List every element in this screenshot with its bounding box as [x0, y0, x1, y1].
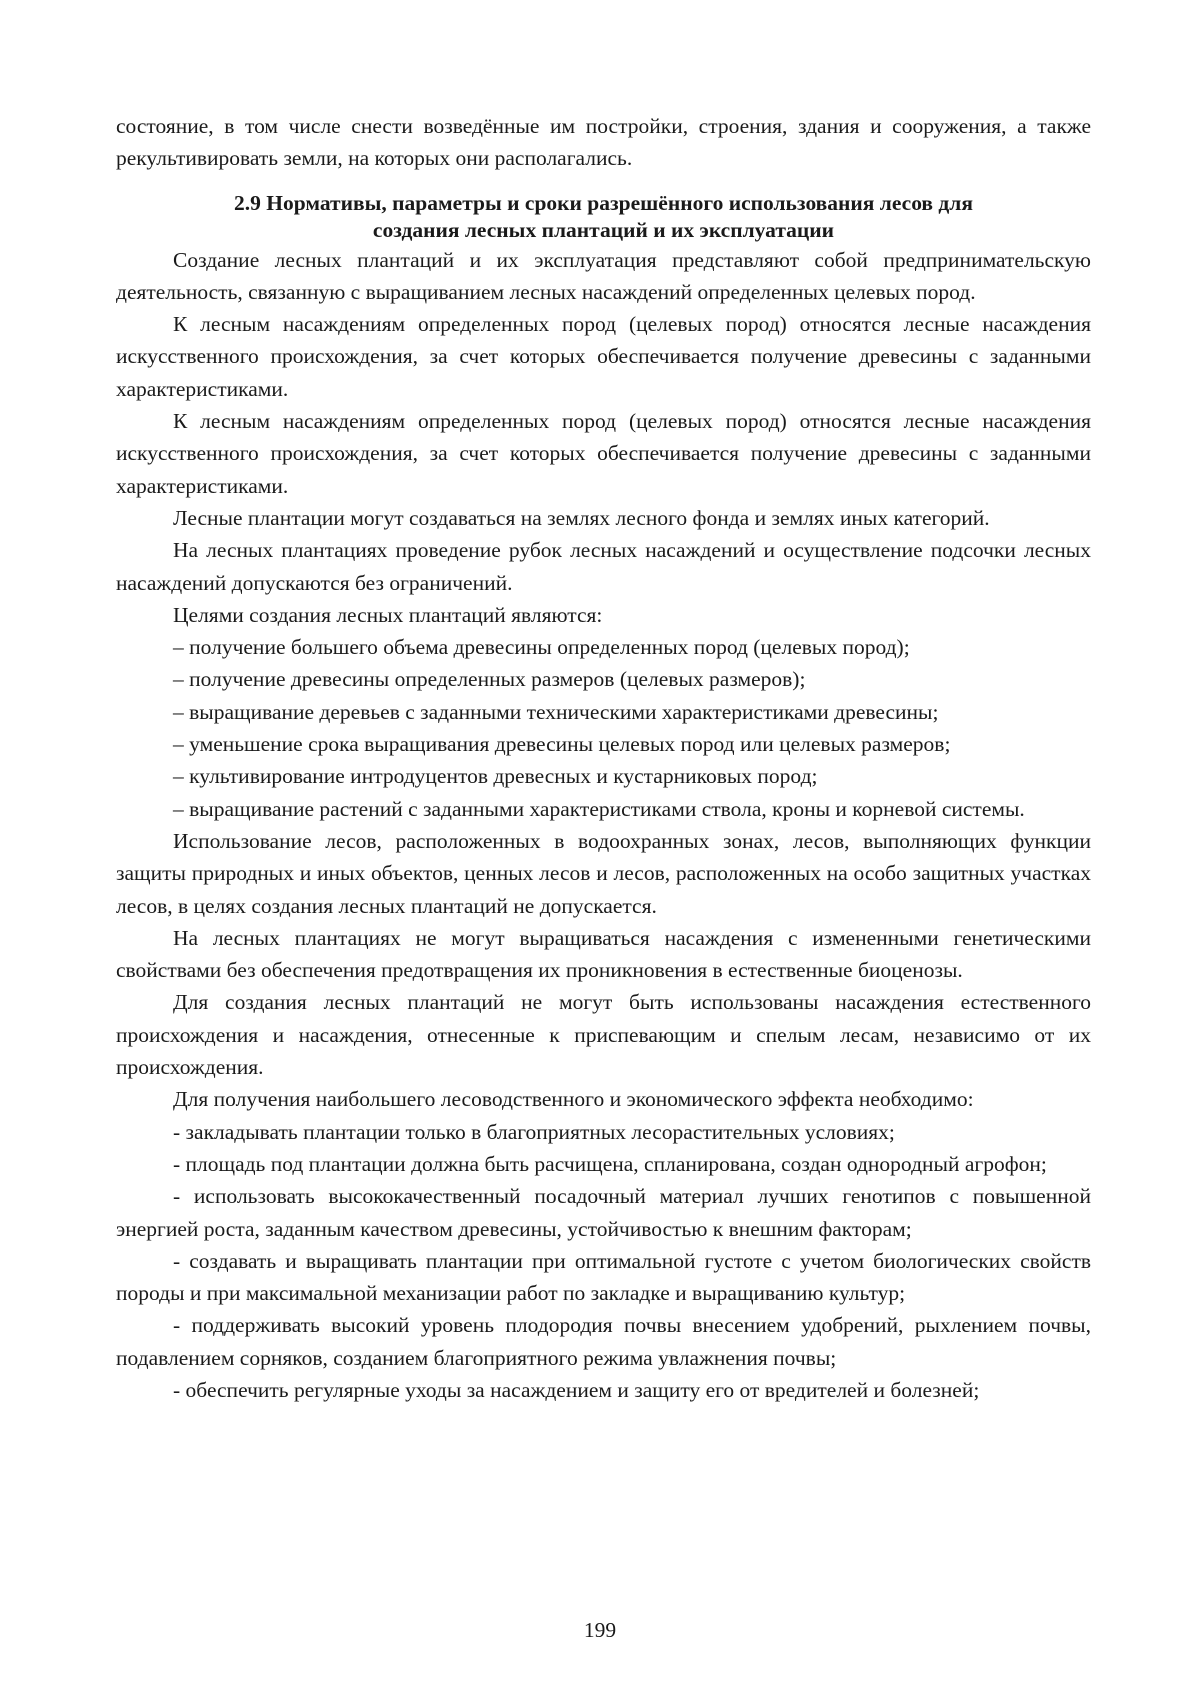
- requirement-item-6: - обеспечить регулярные уходы за насаждением и защиту его от вредителей и болезней;: [173, 1377, 980, 1402]
- requirement-item-4: - создавать и выращивать плантации при оптимальной густоте с учетом биологических свойств породы и при максимальной механизации работ по закладке и выращиванию культур;: [116, 1248, 1091, 1306]
- requirement-item-2: - площадь под плантации должна быть расчищена, спланирована, создан однородный агрофон;: [173, 1151, 1047, 1176]
- paragraph-1: Создание лесных плантаций и их эксплуатация представляют собой предпринимательскую деятельность, связанную с выращиванием лесных насаждений определенных целевых пород.: [116, 247, 1091, 304]
- section-heading-line-1: 2.9 Нормативы, параметры и сроки разрешённого использования лесов для: [234, 190, 973, 215]
- requirements-intro: Для получения наибольшего лесоводственного и экономического эффекта необходимо:: [173, 1087, 974, 1112]
- page-number: 199: [583, 1618, 617, 1642]
- goal-item-2: – получение древесины определенных размеров (целевых размеров);: [173, 667, 806, 692]
- requirement-item-1: - закладывать плантации только в благоприятных лесорастительных условиях;: [173, 1119, 895, 1144]
- paragraph-restriction-2: На лесных плантациях не могут выращиваться насаждения с измененными генетическими свойствами без обеспечения предотвращения их проникновения в естественные биоценозы.: [116, 925, 1091, 983]
- requirement-item-3: - использовать высококачественный посадочный материал лучших генотипов с повышенной энергией роста, заданным качеством древесины, устойчивостью к внешним факторам;: [116, 1184, 1091, 1241]
- goal-item-1: – получение большего объема древесины определенных пород (целевых пород);: [173, 635, 910, 660]
- goal-item-3: – выращивание деревьев с заданными техническими характеристиками древесины;: [173, 699, 939, 724]
- paragraph-4: Лесные плантации могут создаваться на землях лесного фонда и землях иных категорий.: [173, 505, 990, 530]
- page-body: [116, 110, 1091, 1406]
- requirement-item-5: - поддерживать высокий уровень плодородия почвы внесением удобрений, рыхлением почвы, подавлением сорняков, созданием благоприятного режима увлажнения почвы;: [116, 1313, 1091, 1370]
- paragraph-restriction-3: Для создания лесных плантаций не могут быть использованы насаждения естественного происхождения и насаждения, отнесенные к приспевающим и спелым лесам, независимо от их происхождения.: [116, 990, 1091, 1080]
- section-heading: [116, 190, 1091, 244]
- goal-item-6: – выращивание растений с заданными характеристиками ствола, кроны и корневой системы.: [173, 796, 1025, 821]
- goal-item-4: – уменьшение срока выращивания древесины целевых пород или целевых размеров;: [173, 732, 951, 757]
- intro-paragraph: состояние, в том числе снести возведённые им постройки, строения, здания и сооружения, а также рекультивировать земли, на которых они располагались.: [116, 114, 1091, 171]
- goal-item-5: – культивирование интродуцентов древесных и кустарниковых пород;: [173, 764, 818, 789]
- paragraph-3: К лесным насаждениям определенных пород (целевых пород) относятся лесные насаждения искусственного происхождения, за счет которых обеспечивается получение древесины с заданными характеристиками.: [116, 409, 1091, 498]
- paragraph-5: На лесных плантациях проведение рубок лесных насаждений и осуществление подсочки лесных насаждений допускаются без ограничений.: [116, 538, 1091, 595]
- paragraph-2: К лесным насаждениям определенных пород (целевых пород) относятся лесные насаждения искусственного происхождения, за счет которых обеспечивается получение древесины с заданными характеристиками.: [116, 312, 1091, 401]
- section-heading-line-2: создания лесных плантаций и их эксплуатации: [372, 217, 835, 242]
- paragraph-restriction-1: Использование лесов, расположенных в водоохранных зонах, лесов, выполняющих функции защиты природных и иных объектов, ценных лесов и лесов, расположенных на особо защитных участках лесов, в целях создания лесных плантаций не допускается.: [116, 828, 1091, 918]
- goals-intro: Целями создания лесных плантаций являются:: [173, 602, 603, 627]
